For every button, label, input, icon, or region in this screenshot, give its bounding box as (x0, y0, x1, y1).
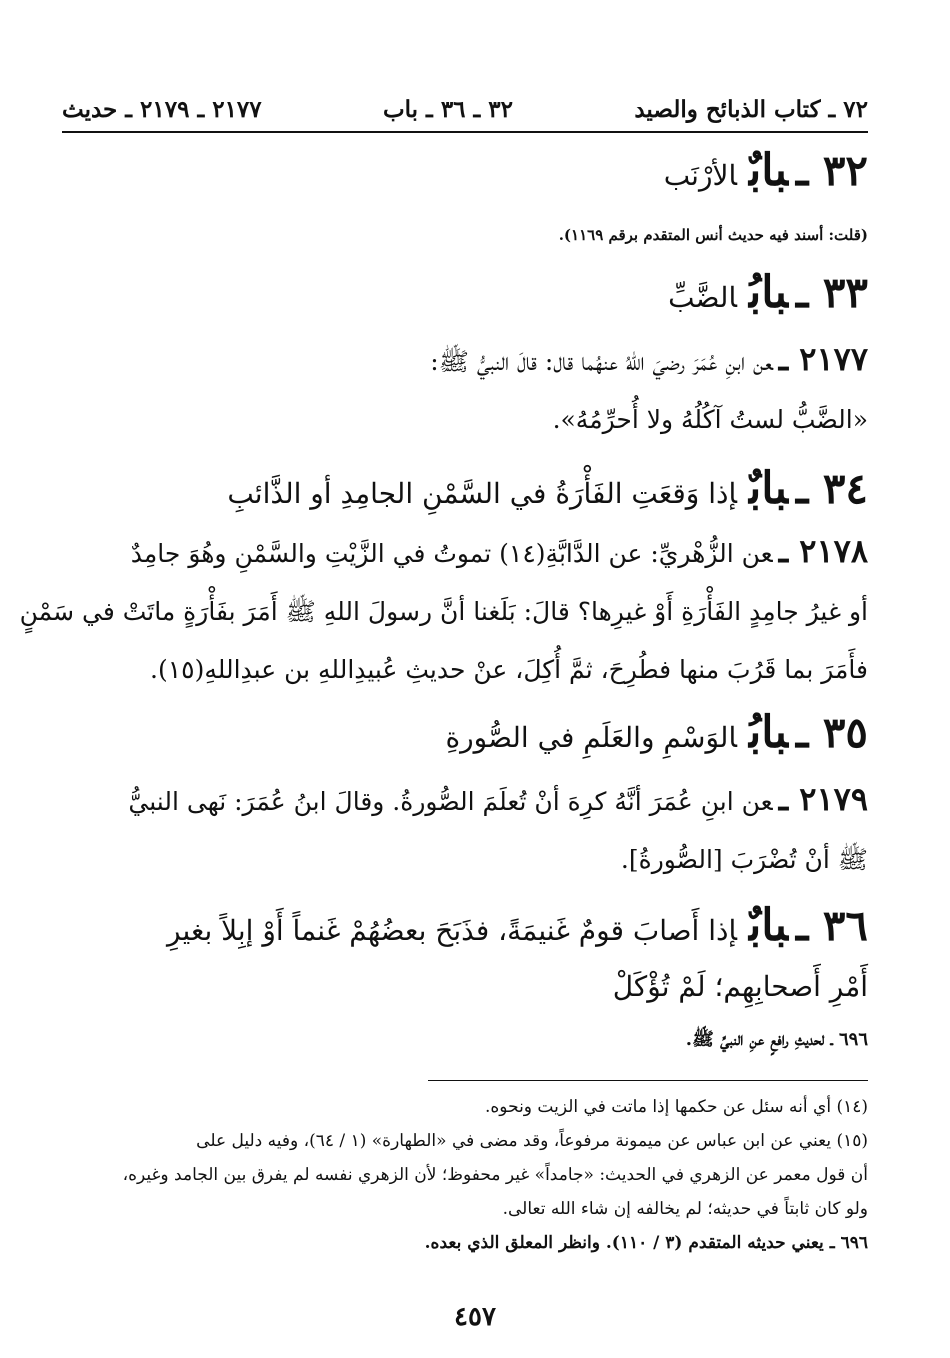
hadith-text: عن الزُّهْريِّ: عن الدَّابَّةِ(١٤) تموتُ في الزَّيْتِ والسَّمْنِ وهُوَ جامِدٌ (130, 539, 773, 568)
header-chapter-range: ٣٢ ـ ٣٦ ـ باب (382, 95, 514, 123)
chapter-word: بابٌ (749, 900, 788, 951)
footnote-696: ٦٩٦ ـ يعني حديثه المتقدم (٣ / ١١٠). وانظر المعلق الذي بعده. (424, 1233, 868, 1253)
footnote-15-line: ولو كان ثابتاً في حديثه؛ لم يخالفه إن شاء الله تعالى. (502, 1199, 868, 1219)
chapter-note-696: ٦٩٦ ـ لحديثِ رافعٍ عنِ النبيِّ ﷺ. (685, 1029, 868, 1050)
running-header (62, 92, 868, 126)
chapter-title: الوَسْمِ والعَلَمِ في الصُّورةِ (445, 721, 737, 754)
chapter-heading-32 (68, 145, 868, 199)
chapter-word: بابٌ (749, 463, 788, 514)
hadith-number: ٢١٧٨ ـ (778, 532, 868, 570)
hadith-text: أو غيرُ جامِدٍ الفَأْرَةِ أَوْ غيرِها؟ قالَ: بَلَغنا أنَّ رسولَ اللهِ ﷺ أَمَرَ بفَأْرَةٍ ماتَتْ في سَمْنٍ (19, 597, 868, 626)
hadith-text: عن ابنِ عُمَرَ رضيَ اللهُ عنهُما قال: قالَ النبيُّ ﷺ: (430, 347, 773, 376)
footnote-14: (١٤) أي أنه سئل عن حكمها إذا ماتت في الزيت ونحوه. (485, 1097, 868, 1117)
hadith-number: ٢١٧٧ ـ (778, 340, 868, 378)
editor-note-32: (قلت: أسند فيه حديث أنس المتقدم برقم ١١٦٩). (558, 226, 868, 244)
header-divider (62, 131, 868, 133)
footnotes (68, 1090, 868, 1260)
hadith-text: فأَمَرَ بما قَرُبَ منها فطُرِحَ، ثمَّ أُكِلَ، عنْ حديثِ عُبيدِاللهِ بن عبدِاللهِ(١٥). (150, 655, 868, 684)
chapter-heading-35 (68, 707, 868, 761)
footnote-15-line: (١٥) يعني عن ابن عباس عن ميمونة مرفوعاً، وقد مضى في «الطهارة» (١ / ٦٤)، وفيه دليل على (196, 1131, 868, 1151)
chapter-heading-34 (68, 463, 868, 517)
hadith-2178 (19, 522, 868, 699)
chapter-number: ٣٣ ـ (795, 268, 868, 317)
chapter-word: بابٌ (749, 145, 788, 196)
hadith-2179 (68, 770, 868, 889)
chapter-title: إذا وَقعَتِ الفَأْرَةُ في السَّمْنِ الجامِدِ أو الذَّائبِ (227, 477, 737, 510)
chapter-title: الضَّبِّ (668, 281, 737, 314)
chapter-number: ٣٥ ـ (795, 708, 868, 757)
hadith-text: عن ابنِ عُمَرَ أنَّهُ كرِهَ أنْ تُعلَمَ الصُّورةُ. وقالَ ابنُ عُمَرَ: نَهى النبيُّ (128, 787, 773, 816)
chapter-title: إذا أَصابَ قومٌ غَنيمَةً، فذَبَحَ بعضُهُمْ غَنماً أَوْ إبِلاً بغيرِ (167, 914, 737, 947)
header-book-title: ٧٢ ـ كتاب الذبائح والصيد (634, 95, 868, 123)
chapter-number: ٣٦ ـ (795, 901, 868, 950)
chapter-heading-36 (68, 898, 868, 1015)
chapter-word: بابُ (749, 267, 788, 318)
hadith-2177 (68, 330, 868, 449)
chapter-number: ٣٢ ـ (795, 146, 868, 195)
page-number: ٤٥٧ (454, 1302, 496, 1332)
footnote-15-line: أن قول معمر عن الزهري في الحديث: «جامداً» غير محفوظ؛ لأن الزهري نفسه لم يفرق بين الجامد وغيره، (122, 1165, 868, 1185)
chapter-title: الأرْنَب (663, 159, 737, 192)
hadith-number: ٢١٧٩ ـ (778, 780, 868, 818)
chapter-title-continued: أَمْرِ أَصحابِهِم؛ لَمْ تُؤْكَلْ (612, 970, 868, 1003)
footnote-divider (428, 1080, 868, 1081)
chapter-word: بابُ (749, 707, 788, 758)
chapter-heading-33 (68, 267, 868, 321)
header-hadith-range: ٢١٧٧ ـ ٢١٧٩ ـ حديث (62, 95, 262, 123)
hadith-text: ﷺ أنْ تُضْرَبَ [الصُّورةُ]. (620, 845, 868, 874)
hadith-text: «الضَّبُّ لستُ آكُلُهُ ولا أُحرِّمُهُ». (552, 405, 868, 434)
chapter-number: ٣٤ ـ (795, 464, 868, 513)
